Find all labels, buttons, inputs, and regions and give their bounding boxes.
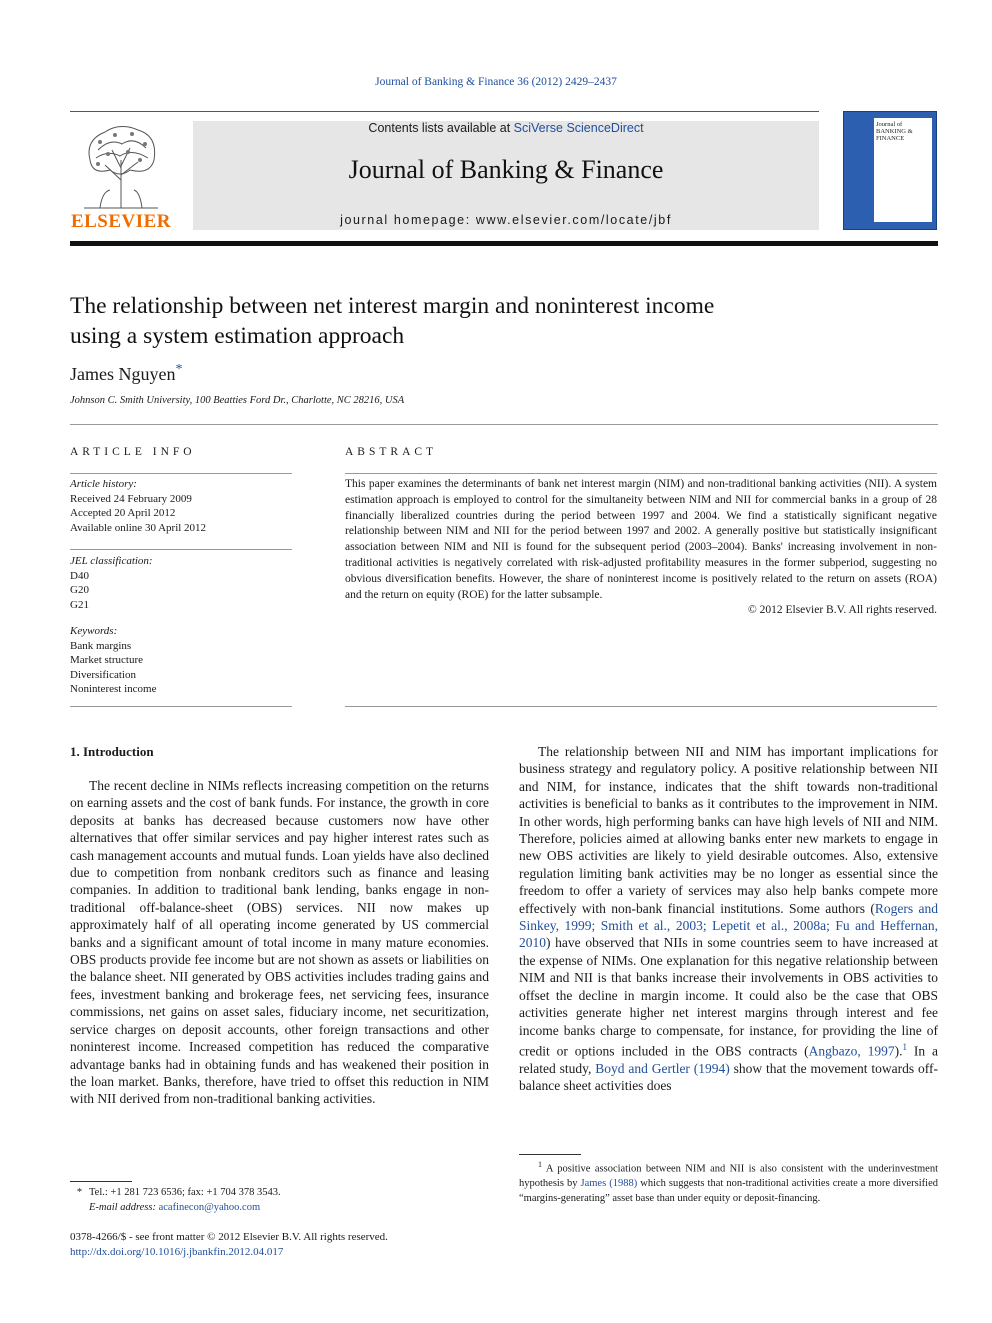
corresponding-author-note [70,1186,489,1215]
body-column-right [519,743,938,1095]
keyword: Diversification [70,668,136,681]
keyword: Bank margins [70,639,132,652]
keywords-label: Keywords: [70,625,118,637]
contents-line [193,121,819,135]
footnote [519,1158,938,1206]
citation-link[interactable]: Boyd and Gertler (1994) [595,1060,730,1076]
journal-cover-thumbnail [843,111,937,230]
jel-classification [70,554,292,612]
footnote-text: which suggests that non-traditional activities create a more diversified “margins-generating” asset base than under equity or deposit-financing. [519,1178,939,1204]
corresponding-rule [70,1181,132,1182]
paragraph-text: ) have observed that NIIs in some countries seem to have increased at the expense of NIMs. One explanation for this negative relationship between NIM and NII is that banks increase their involvements in OBS activities to offset the decline in margin income. It could also be the case that OBS activities generate higher net interest margins through interest and fee income banks charge to compensate, for instance, for providing the line of credit or options included in the OBS contracts ( [519,935,938,1059]
title-line-1: The relationship between net interest margin and noninterest income [70,293,715,319]
jel-code: G20 [70,584,89,596]
footnote-mark: 1 [538,1160,542,1169]
jel-label: JEL classification: [70,555,153,567]
article-title [70,291,930,351]
email-link[interactable]: acafinecon@yahoo.com [158,1201,261,1213]
corresponding-author-mark[interactable]: * [175,362,183,377]
sciencedirect-link[interactable]: SciVerse ScienceDirect [513,121,644,135]
title-rule [70,424,938,425]
received-date: Received 24 February 2009 [70,492,192,505]
elsevier-wordmark: ELSEVIER [70,211,172,232]
intro-paragraph-2 [519,743,938,1095]
header-thick-rule [70,241,938,246]
accepted-date: Accepted 20 April 2012 [70,507,176,519]
homepage-url[interactable]: www.elsevier.com/locate/jbf [475,213,672,227]
affiliation: Johnson C. Smith University, 100 Beatties Ford Dr., Charlotte, NC 28216, USA [70,395,405,406]
paragraph-text: The relationship between NII and NIM has important implications for business strategy and regulatory policy. A positive relationship between NII and NIM, for instance, indicates that the shift towards non-traditional activities is beneficial to banks as it contributes to the improvement in NIM. In other words, high performing banks can have high levels of NII and NIM. Therefore, policies aimed at allowing banks enter new markets to engage in new OBS activities are likely to yield desirable outcomes. Also, extensive regulation limiting bank activities may be no longer as essential since the freedom to offer a variety of services may also help banks compete more effectively with non-bank financial institutions. Some authors ( [519,744,938,916]
article-info-heading: ARTICLE INFO [70,446,196,458]
citation-link[interactable]: Angbazo, 1997 [808,1043,895,1059]
abstract-text: This paper examines the determinants of bank net interest margin (NIM) and non-traditional banking activities (NII). A system estimation approach is employed to control for the simultaneity between NIM and NII for commercial banks in a group of 28 financially liberalized countries during the period between 1997 and 2004. We find a statistically significant negative relationship between NIM and NII for the period between 1997 and 2002. A generally positive but statistically insignificant association between NIM and NII is found for the subsequent period (2003–2004). Banks' increasing involvement in non-traditional activities is negatively correlated with risk-adjusted profitability measures in the former subperiod, suggesting no obvious diversification benefits. However, the share of noninterest income is positively related to the return on assets (ROA) and the return on equity (ROE) for the latter subsample. [345,478,937,601]
doi-link[interactable]: http://dx.doi.org/10.1016/j.jbankfin.2012.04.017 [70,1245,284,1258]
article-info-rule [70,473,292,474]
keywords [70,624,292,697]
publication-info [70,1230,388,1259]
contents-prefix: Contents lists available at [368,121,514,135]
homepage-prefix: journal homepage: [340,213,476,227]
jel-code: D40 [70,569,89,582]
online-date: Available online 30 April 2012 [70,521,207,534]
section-heading-introduction: 1. Introduction [70,744,154,759]
paragraph-text: In a related study, [519,1043,938,1076]
intro-paragraph: The recent decline in NIMs reflects increasing competition on the returns on earning assets and the cost of bank funds. For instance, the growth in core deposits at banks has decreased because customers now have other alternatives that offer similar services and pay higher interest rates such as cash management accounts and mutual funds. Loan yields have also declined due to competition from nonbank creditors such as finance and leasing companies. In addition to traditional bank lending, banks engage in non-traditional off-balance-sheet (OBS) services. NII now makes up approximately half of all operating income generated by US commercial banks and a significant amount of total income in many mature economies. OBS products provide fee income but are not shown as assets or liabilities on the balance sheet. NII generated by OBS activities includes trading gains and fees, investment banking and brokerage fees, net servicing fees, insurance commissions, net gains on asset sales, fiduciary income, net securitization, service charges on deposit accounts, other foreign transactions and other noninterest income. Increased competition has reduced the comparative advantage banks had in obtaining funds and has weakened their position in the loan market. Banks, therefore, have tried to offset this reduction in NIM with NII derived from non-traditional banking activities. [70,778,489,1107]
header-rule [70,111,819,112]
abstract-bottom-rule [345,706,937,707]
paragraph-text: ). [894,1043,903,1059]
paragraph-text: show that the movement towards off-balance sheet activities does [519,1060,938,1094]
footnote-rule [519,1154,581,1155]
abstract-rule [345,473,937,474]
abstract-body [345,477,937,619]
footnote-text: A positive association between NIM and NII is also consistent with the underinvestment hypothesis by [519,1163,938,1189]
history-rule [70,549,292,550]
cover-title: Journal of BANKING & FINANCE [876,121,913,142]
article-history [70,477,292,535]
keyword: Market structure [70,654,143,666]
contact-numbers: Tel.: +1 281 723 6536; fax: +1 704 378 3543. [89,1187,281,1198]
corresponding-mark: * [76,1187,83,1198]
article-info-bottom-rule [70,706,292,707]
citation-link[interactable]: Rogers and Sinkey, 1999; Smith et al., 2003; Lepetit et al., 2008a; Fu and Heffernan, 2010 [519,900,938,951]
author-name: James Nguyen [70,364,176,384]
footnote-ref[interactable]: 1 [902,1041,908,1052]
journal-title: Journal of Banking & Finance [348,155,664,184]
journal-citation[interactable]: Journal of Banking & Finance 36 (2012) 2429–2437 [375,76,617,88]
title-line-2: using a system estimation approach [70,323,405,349]
history-label: Article history: [70,478,137,490]
journal-homepage [193,213,819,227]
issn-line: 0378-4266/$ - see front matter © 2012 Elsevier B.V. All rights reserved. [70,1231,388,1243]
keyword: Noninterest income [70,683,157,695]
author-line [70,362,182,385]
email-label: E-mail address: [89,1201,159,1213]
body-column-left [70,777,489,1108]
citation-link[interactable]: James (1988) [580,1178,638,1189]
abstract-heading: ABSTRACT [345,446,438,458]
jel-code: G21 [70,598,89,611]
abstract-copyright: © 2012 Elsevier B.V. All rights reserved. [748,604,937,617]
